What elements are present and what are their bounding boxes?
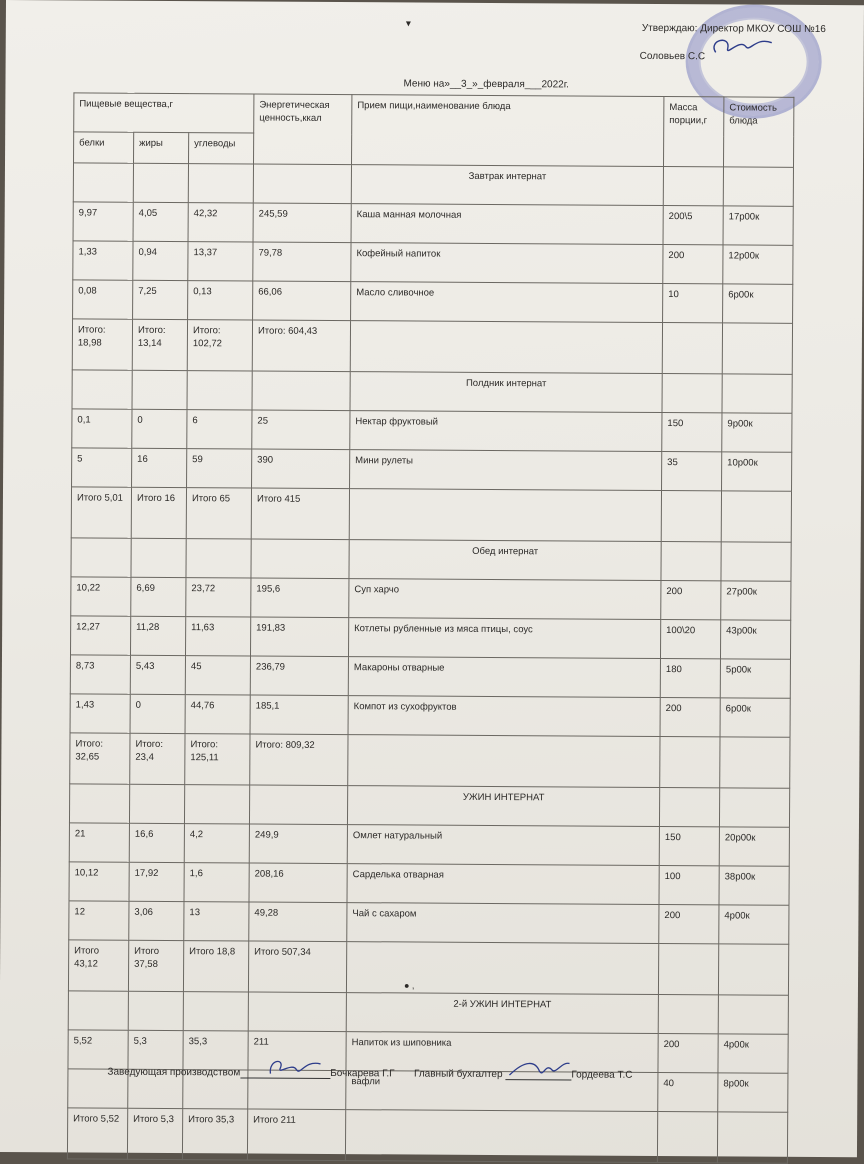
- cell-b: 8,73: [70, 655, 130, 694]
- cell-b: 12,27: [71, 616, 131, 655]
- cell-e: 390: [252, 449, 350, 489]
- cell-u: 35,3: [183, 1031, 248, 1070]
- cell-j: 0: [132, 409, 187, 448]
- cell-b: 5,52: [68, 1030, 128, 1069]
- table-row: [73, 280, 793, 323]
- table-row: [69, 823, 789, 866]
- empty-cell: [717, 1112, 787, 1163]
- cell-e: 66,06: [253, 281, 351, 321]
- empty-cell: [660, 737, 720, 788]
- cell-e: 208,16: [249, 863, 347, 903]
- cell-u: 11,63: [185, 617, 250, 656]
- empty-cell: [253, 164, 351, 204]
- total-e: Итого 415: [251, 488, 349, 540]
- cell-cost: 12р00к: [723, 245, 793, 284]
- col-nutrients: Пищевые вещества,г: [74, 93, 254, 133]
- cell-b: 10,12: [69, 862, 129, 901]
- section-row: [73, 163, 793, 206]
- total-b: Итого 43,12: [68, 940, 128, 991]
- empty-cell: [128, 991, 183, 1030]
- empty-cell: [248, 992, 346, 1032]
- cell-e: 195,6: [251, 578, 349, 618]
- cell-cost: 4р00к: [719, 905, 789, 944]
- cell-mass: 150: [662, 413, 722, 452]
- cell-dish: вафли: [346, 1071, 658, 1112]
- header-row: [74, 93, 794, 136]
- table-row: [69, 862, 789, 905]
- cell-mass: 200: [661, 581, 721, 620]
- total-row: [72, 319, 792, 374]
- empty-cell: [718, 995, 788, 1034]
- cell-u: 44,76: [185, 695, 250, 734]
- cell-u: 23,72: [186, 578, 251, 617]
- total-j: Итого 16: [131, 487, 186, 538]
- cell-dish: Сарделька отварная: [347, 864, 659, 905]
- empty-cell: [68, 991, 128, 1030]
- cell-cost: 10р00к: [722, 452, 792, 491]
- cell-dish: Каша манная молочная: [351, 204, 663, 245]
- total-j: Итого 5,3: [127, 1108, 182, 1159]
- cell-e: 191,83: [250, 617, 348, 657]
- table-row: [72, 409, 792, 452]
- empty-cell: [657, 1112, 717, 1163]
- empty-cell: [73, 163, 133, 202]
- cell-j: 0,94: [133, 241, 188, 280]
- page-title: Меню на»__3_»_февраля___2022г.: [403, 78, 569, 91]
- cell-e: 211: [248, 1031, 346, 1071]
- empty-cell: [69, 784, 129, 823]
- cell-u: 42,32: [188, 203, 253, 242]
- cell-cost: 17р00к: [723, 206, 793, 245]
- empty-cell: [346, 942, 658, 995]
- total-e: Итого 507,34: [248, 941, 346, 993]
- empty-cell: [183, 992, 248, 1031]
- cell-dish: Кофейный напиток: [351, 243, 663, 284]
- cell-j: 4,05: [133, 202, 188, 241]
- cell-u: 13: [184, 902, 249, 941]
- cell-e: 236,79: [250, 656, 348, 696]
- empty-cell: [722, 374, 792, 413]
- empty-cell: [129, 784, 184, 823]
- empty-cell: [251, 539, 349, 579]
- total-b: Итого 5,01: [71, 487, 131, 538]
- cell-u: 4,2: [184, 824, 249, 863]
- cell-b: 21: [69, 823, 129, 862]
- cell-mass: 10: [663, 284, 723, 323]
- empty-cell: [658, 995, 718, 1034]
- cell-cost: 38р00к: [719, 866, 789, 905]
- section-row: [68, 991, 788, 1034]
- empty-cell: [186, 539, 251, 578]
- section-row: [69, 784, 789, 827]
- section-row: [72, 370, 792, 413]
- table-row: [71, 616, 791, 659]
- cell-b: 10,22: [71, 577, 131, 616]
- empty-cell: [661, 542, 721, 581]
- empty-cell: [349, 489, 661, 542]
- cell-dish: Компот из сухофруктов: [348, 696, 660, 737]
- empty-cell: [350, 321, 662, 374]
- section-title: Полдник интернат: [350, 372, 662, 413]
- empty-cell: [658, 944, 718, 995]
- table-row: [69, 901, 789, 944]
- empty-cell: [723, 167, 793, 206]
- section-title: УЖИН ИНТЕРНАТ: [347, 786, 659, 827]
- cell-b: 1,33: [73, 241, 133, 280]
- accountant-label: Главный бухгалтер: [413, 1068, 503, 1081]
- empty-cell: [722, 323, 792, 374]
- cell-mass: 200: [660, 698, 720, 737]
- cell-j: 16,6: [129, 823, 184, 862]
- total-e: Итого: 604,43: [252, 320, 350, 372]
- cell-j: 16: [132, 448, 187, 487]
- total-b: Итого: 32,65: [70, 733, 130, 784]
- total-row: [70, 733, 790, 788]
- cell-cost: 8р00к: [718, 1073, 788, 1112]
- total-e: Итого: 809,32: [250, 734, 348, 786]
- manager-signature: [240, 1057, 330, 1079]
- cell-cost: 9р00к: [722, 413, 792, 452]
- cell-u: 1,6: [184, 863, 249, 902]
- empty-cell: [252, 371, 350, 411]
- col-proteins: белки: [74, 132, 134, 163]
- empty-cell: [721, 491, 791, 542]
- approval-line-2: Соловьев С.С: [639, 50, 706, 63]
- total-u: Итого 18,8: [183, 941, 248, 992]
- cell-j: 17,92: [129, 862, 184, 901]
- empty-cell: [71, 538, 131, 577]
- cell-dish: Омлет натуральный: [347, 825, 659, 866]
- cell-u: 13,37: [188, 242, 253, 281]
- total-u: Итого: 125,11: [185, 734, 250, 785]
- empty-cell: [720, 737, 790, 788]
- empty-cell: [721, 542, 791, 581]
- cell-e: 185,1: [250, 695, 348, 735]
- empty-cell: [662, 323, 722, 374]
- cell-cost: 4р00к: [718, 1034, 788, 1073]
- cell-dish: Чай с сахаром: [347, 903, 659, 944]
- cell-b: 5: [72, 448, 132, 487]
- total-j: Итого: 23,4: [130, 733, 185, 784]
- empty-cell: [345, 1110, 657, 1163]
- cell-cost: 6р00к: [723, 284, 793, 323]
- cell-dish: Котлеты рубленные из мяса птицы, соус: [348, 618, 660, 659]
- cell-dish: Напиток из шиповника: [346, 1032, 658, 1073]
- cell-dish: Мини рулеты: [350, 450, 662, 491]
- cell-dish: Суп харчо: [349, 579, 661, 620]
- cell-cost: 43р00к: [720, 620, 790, 659]
- cell-e: 25: [252, 410, 350, 450]
- empty-cell: [249, 785, 347, 825]
- cell-j: 6,69: [131, 577, 186, 616]
- cell-j: 5,43: [130, 655, 185, 694]
- empty-cell: [718, 944, 788, 995]
- total-j: Итого: 13,14: [132, 319, 187, 370]
- cell-e: 79,78: [253, 242, 351, 282]
- total-row: [71, 487, 791, 542]
- signatures: [107, 1057, 632, 1081]
- cell-dish: Масло сливочное: [351, 282, 663, 323]
- cell-j: 5,3: [128, 1030, 183, 1069]
- cell-u: 0,13: [188, 281, 253, 320]
- cell-mass: 35: [662, 452, 722, 491]
- section-title: Завтрак интернат: [351, 165, 663, 206]
- cell-cost: 20р00к: [719, 827, 789, 866]
- cell-j: 3,06: [129, 901, 184, 940]
- empty-cell: [184, 785, 249, 824]
- total-b: Итого 5,52: [67, 1108, 127, 1159]
- cell-mass: 180: [660, 659, 720, 698]
- cell-u: 45: [185, 656, 250, 695]
- cell-u: 6: [187, 410, 252, 449]
- cell-cost: 5р00к: [720, 659, 790, 698]
- empty-cell: [187, 371, 252, 410]
- cell-b: 9,97: [73, 202, 133, 241]
- cell-b: 1,43: [70, 694, 130, 733]
- cell-mass: 200: [659, 905, 719, 944]
- menu-body: [67, 163, 793, 1163]
- cell-j: 11,28: [130, 616, 185, 655]
- total-u: Итого 35,3: [182, 1109, 247, 1160]
- manager-name: Бочкарева Г.Г: [330, 1068, 395, 1080]
- section-title: Обед интернат: [349, 540, 661, 581]
- empty-cell: [659, 788, 719, 827]
- table-row: [72, 448, 792, 491]
- table-row: [71, 577, 791, 620]
- col-energy: Энергетическая ценность,ккал: [254, 94, 352, 165]
- col-cost: Стоимость блюда: [723, 97, 793, 167]
- cell-dish: Макароны отварные: [348, 657, 660, 698]
- total-row: [68, 940, 788, 995]
- cell-mass: 200: [658, 1034, 718, 1073]
- total-j: Итого 37,58: [128, 940, 183, 991]
- col-carbs: углеводы: [189, 133, 254, 164]
- col-mass: Масса порции,г: [663, 97, 723, 167]
- cell-mass: 200\5: [663, 206, 723, 245]
- section-title: 2-й УЖИН ИНТЕРНАТ: [346, 993, 658, 1034]
- total-b: Итого: 18,98: [72, 319, 132, 370]
- cell-j: 7,25: [133, 280, 188, 319]
- cell-b: 12: [69, 901, 129, 940]
- cell-j: 0: [130, 694, 185, 733]
- empty-cell: [663, 167, 723, 206]
- empty-cell: [72, 370, 132, 409]
- total-e: Итого 211: [247, 1109, 345, 1161]
- cell-mass: 200: [663, 245, 723, 284]
- table-row: [73, 202, 793, 245]
- cell-mass: 100\20: [660, 620, 720, 659]
- cell-e: 245,59: [253, 203, 351, 243]
- accountant-name: Гордеева Т.С: [571, 1069, 633, 1081]
- menu-table: [67, 92, 795, 1163]
- top-mark: ▾: [405, 18, 411, 30]
- total-row: [67, 1108, 787, 1163]
- empty-cell: [661, 491, 721, 542]
- cell-b: 0,1: [72, 409, 132, 448]
- cell-cost: 6р00к: [720, 698, 790, 737]
- col-meal: Прием пищи,наименование блюда: [352, 95, 664, 167]
- approval-block: [639, 22, 826, 63]
- empty-cell: [348, 735, 660, 788]
- empty-cell: [132, 370, 187, 409]
- total-u: Итого: 102,72: [187, 320, 252, 371]
- empty-cell: [719, 788, 789, 827]
- cell-e: 249,9: [249, 824, 347, 864]
- cell-dish: Нектар фруктовый: [350, 411, 662, 452]
- col-fats: жиры: [134, 132, 189, 163]
- cell-mass: 40: [658, 1073, 718, 1112]
- section-row: [71, 538, 791, 581]
- empty-cell: [662, 374, 722, 413]
- table-row: [70, 655, 790, 698]
- total-u: Итого 65: [186, 488, 251, 539]
- accountant-signature: [505, 1059, 571, 1080]
- empty-cell: [188, 164, 253, 203]
- cell-cost: 27р00к: [721, 581, 791, 620]
- approval-line-1: Утверждаю: Директор МКОУ СОШ №16: [641, 22, 826, 36]
- empty-cell: [133, 163, 188, 202]
- cell-u: 59: [187, 449, 252, 488]
- cell-e: 49,28: [249, 902, 347, 942]
- cell-mass: 100: [659, 866, 719, 905]
- cell-b: 0,08: [73, 280, 133, 319]
- manager-label: Заведующая производством: [107, 1066, 241, 1079]
- table-row: [73, 241, 793, 284]
- table-row: [70, 694, 790, 737]
- empty-cell: [131, 538, 186, 577]
- mark-dot: ● ,: [403, 980, 415, 991]
- cell-mass: 150: [659, 827, 719, 866]
